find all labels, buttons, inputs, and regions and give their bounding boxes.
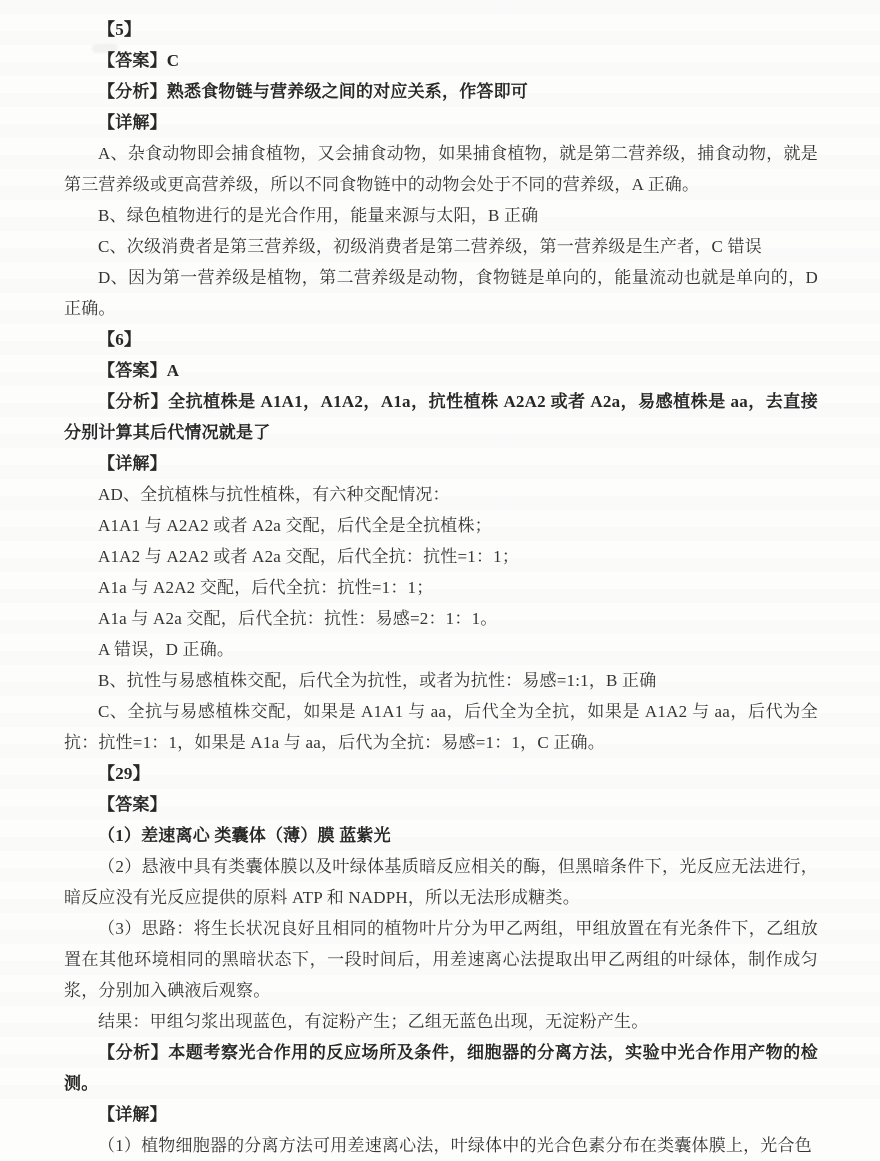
paragraph: 【详解】: [98, 454, 167, 473]
paragraph: 【详解】: [98, 1105, 167, 1124]
paragraph: 【详解】: [98, 113, 167, 132]
paragraph: C、次级消费者是第三营养级，初级消费者是第二营养级，第一营养级是生产者，C 错误: [98, 237, 762, 256]
paragraph: 结果：甲组匀浆出现蓝色，有淀粉产生；乙组无蓝色出现，无淀粉产生。: [98, 1012, 649, 1031]
answer-key-text: [64, 14, 818, 1161]
paragraph: A1A1 与 A2A2 或者 A2a 交配，后代全是全抗植株；: [98, 516, 492, 535]
paragraph: D、因为第一营养级是植物，第二营养级是动物，食物链是单向的，能量流动也就是单向的，D 正确。: [64, 268, 818, 318]
paragraph: 【分析】本题考察光合作用的反应场所及条件，细胞器的分离方法，实验中光合作用产物的检测。: [64, 1043, 818, 1093]
paragraph: A1a 与 A2A2 交配，后代全抗：抗性=1：1；: [98, 578, 434, 597]
paragraph: A1A2 与 A2A2 或者 A2a 交配，后代全抗：抗性=1：1；: [98, 547, 520, 566]
paragraph: 【分析】全抗植株是 A1A1，A1A2，A1a，抗性植株 A2A2 或者 A2a，易感植株是 aa，去直接分别计算其后代情况就是了: [64, 392, 818, 442]
scan-artifact: [92, 44, 118, 53]
paragraph: A、杂食动物即会捕食植物，又会捕食动物，如果捕食植物，就是第二营养级，捕食动物，就是第三营养级或更高营养级，所以不同食物链中的动物会处于不同的营养级，A 正确。: [64, 144, 818, 194]
paragraph: AD、全抗植株与抗性植株，有六种交配情况：: [98, 485, 450, 504]
paragraph: A1a 与 A2a 交配，后代全抗：抗性：易感=2：1：1。: [98, 609, 498, 628]
paragraph: （1）差速离心 类囊体（薄）膜 蓝紫光: [98, 826, 391, 845]
paragraph: 【答案】A: [98, 361, 180, 380]
paragraph: （2）悬液中具有类囊体膜以及叶绿体基质暗反应相关的酶，但黑暗条件下，光反应无法进行，暗反应没有光反应提供的原料 ATP 和 NADPH，所以无法形成糖类。: [64, 857, 818, 907]
paragraph: 【答案】: [98, 795, 167, 814]
paragraph: 【答案】C: [98, 51, 180, 70]
paragraph: A 错误，D 正确。: [98, 640, 235, 659]
paragraph: 【6】: [98, 330, 142, 349]
paragraph: （1）植物细胞器的分离方法可用差速离心法，叶绿体中的光合色素分布在类囊体膜上，光合色: [98, 1136, 812, 1155]
paragraph: B、绿色植物进行的是光合作用，能量来源与太阳，B 正确: [98, 206, 539, 225]
paragraph: C、全抗与易感植株交配，如果是 A1A1 与 aa，后代全为全抗，如果是 A1A2 与 aa，后代为全抗：抗性=1：1，如果是 A1a 与 aa，后代为全抗：易感=1：1，C 正确。: [64, 702, 818, 752]
paragraph: 【29】: [98, 764, 150, 783]
paragraph: （3）思路：将生长状况良好且相同的植物叶片分为甲乙两组，甲组放置在有光条件下，乙组放置在其他环境相同的黑暗状态下，一段时间后，用差速离心法提取出甲乙两组的叶绿体，制作成匀浆，分别加入碘液后观察。: [64, 919, 818, 1000]
paragraph: 【5】: [98, 20, 142, 39]
paragraph: 【分析】熟悉食物链与营养级之间的对应关系，作答即可: [98, 82, 528, 101]
paragraph: B、抗性与易感植株交配，后代全为抗性，或者为抗性：易感=1:1，B 正确: [98, 671, 657, 690]
